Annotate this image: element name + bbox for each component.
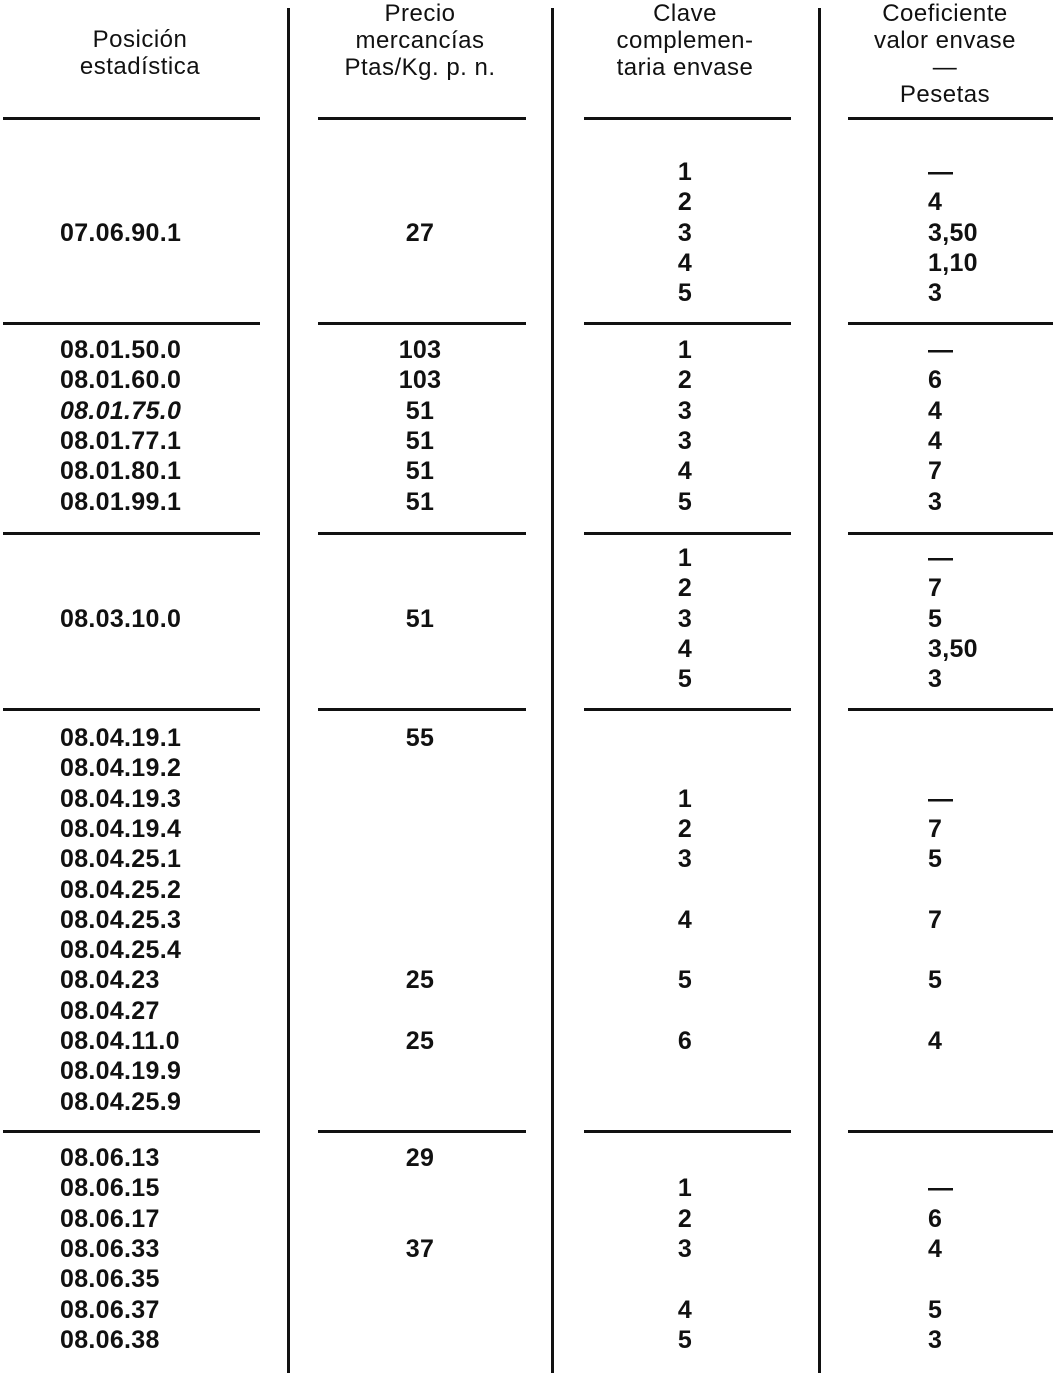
posicion-cell: 08.04.25.3 bbox=[60, 905, 182, 934]
row-rule bbox=[318, 708, 526, 711]
posicion-cell: 07.06.90.1 bbox=[60, 218, 182, 247]
coeficiente-cell: 7 bbox=[928, 574, 943, 603]
posicion-cell: 08.01.77.1 bbox=[60, 426, 182, 455]
column-divider-2 bbox=[551, 8, 554, 1373]
clave-cell: 3 bbox=[677, 845, 693, 874]
precio-cell: 55 bbox=[405, 724, 435, 752]
precio-cell: 51 bbox=[405, 426, 435, 455]
coeficiente-cell: 7 bbox=[928, 457, 943, 486]
posicion-cell: 08.06.35 bbox=[60, 1265, 160, 1294]
header-coeficiente: Coeficiente valor envase — Pesetas bbox=[873, 0, 1017, 108]
posicion-cell: 08.06.17 bbox=[60, 1204, 160, 1233]
clave-cell: 1 bbox=[677, 784, 693, 813]
row-rule bbox=[3, 322, 260, 325]
clave-cell: 1 bbox=[677, 544, 693, 572]
row-rule bbox=[584, 117, 791, 120]
clave-cell: 1 bbox=[677, 1174, 693, 1203]
column-divider-3 bbox=[818, 8, 821, 1373]
clave-cell: 4 bbox=[677, 634, 693, 663]
clave-cell: 5 bbox=[677, 665, 693, 694]
row-rule bbox=[3, 532, 260, 535]
posicion-cell: 08.04.19.2 bbox=[60, 754, 182, 783]
row-rule bbox=[584, 1130, 791, 1133]
coeficiente-cell: 3 bbox=[928, 665, 943, 694]
coeficiente-cell: 3 bbox=[928, 279, 943, 308]
row-rule bbox=[318, 1130, 526, 1133]
coeficiente-cell: 7 bbox=[928, 814, 943, 843]
clave-cell: 2 bbox=[677, 1204, 693, 1233]
coeficiente-cell: 5 bbox=[928, 604, 943, 633]
row-rule bbox=[3, 1130, 260, 1133]
posicion-cell: 08.04.23 bbox=[60, 966, 160, 995]
column-divider-1 bbox=[287, 8, 290, 1373]
posicion-cell: 08.01.60.0 bbox=[60, 366, 182, 395]
posicion-cell: 08.04.19.9 bbox=[60, 1057, 182, 1086]
clave-cell: 5 bbox=[677, 279, 693, 308]
clave-cell: 2 bbox=[677, 574, 693, 603]
coeficiente-cell: 6 bbox=[928, 366, 943, 395]
precio-cell: 103 bbox=[398, 366, 442, 395]
row-rule bbox=[3, 708, 260, 711]
coeficiente-cell: 3 bbox=[928, 487, 943, 516]
row-rule bbox=[848, 1130, 1053, 1133]
header-precio: Precio mercancías Ptas/Kg. p. n. bbox=[344, 0, 496, 81]
posicion-cell: 08.04.19.4 bbox=[60, 814, 182, 843]
coeficiente-cell: 4 bbox=[928, 426, 943, 455]
posicion-cell: 08.04.25.2 bbox=[60, 875, 182, 904]
posicion-cell: 08.04.19.3 bbox=[60, 784, 182, 813]
row-rule bbox=[584, 708, 791, 711]
clave-cell: 4 bbox=[677, 248, 693, 277]
posicion-cell: 08.03.10.0 bbox=[60, 604, 182, 633]
coeficiente-cell: 5 bbox=[928, 1295, 943, 1324]
posicion-cell: 08.01.75.0 bbox=[60, 396, 182, 425]
clave-cell: 2 bbox=[677, 188, 693, 217]
posicion-cell: 08.04.11.0 bbox=[60, 1027, 180, 1055]
header-posicion: Posición estadística bbox=[79, 26, 201, 80]
posicion-cell: 08.04.19.1 bbox=[60, 724, 182, 752]
row-rule bbox=[848, 532, 1053, 535]
coeficiente-cell: — bbox=[928, 784, 954, 813]
clave-cell: 4 bbox=[677, 1295, 693, 1324]
clave-cell: 5 bbox=[677, 487, 693, 516]
coeficiente-cell: 3 bbox=[928, 1325, 943, 1354]
posicion-cell: 08.06.38 bbox=[60, 1325, 160, 1354]
row-rule bbox=[584, 532, 791, 535]
coeficiente-cell: 3,50 bbox=[928, 218, 978, 247]
clave-cell: 3 bbox=[677, 396, 693, 425]
coeficiente-cell: 4 bbox=[928, 1234, 943, 1263]
precio-cell: 103 bbox=[398, 336, 442, 364]
coeficiente-cell: 6 bbox=[928, 1204, 943, 1233]
posicion-cell: 08.04.25.1 bbox=[60, 845, 182, 874]
coeficiente-cell: 4 bbox=[928, 188, 943, 217]
row-rule bbox=[318, 117, 526, 120]
clave-cell: 3 bbox=[677, 218, 693, 247]
row-rule bbox=[848, 708, 1053, 711]
coeficiente-cell: 5 bbox=[928, 845, 943, 874]
coeficiente-cell: 5 bbox=[928, 966, 943, 995]
row-rule bbox=[318, 532, 526, 535]
posicion-cell: 08.06.37 bbox=[60, 1295, 160, 1324]
precio-cell: 51 bbox=[405, 487, 435, 516]
precio-cell: 25 bbox=[405, 966, 435, 995]
coeficiente-cell: 4 bbox=[928, 1027, 943, 1055]
row-rule bbox=[318, 322, 526, 325]
row-rule bbox=[848, 322, 1053, 325]
posicion-cell: 08.01.99.1 bbox=[60, 487, 182, 516]
precio-cell: 51 bbox=[405, 457, 435, 486]
clave-cell: 3 bbox=[677, 604, 693, 633]
clave-cell: 1 bbox=[677, 158, 693, 186]
posicion-cell: 08.06.15 bbox=[60, 1174, 160, 1203]
precio-cell: 51 bbox=[405, 604, 435, 633]
precio-cell: 25 bbox=[405, 1027, 435, 1055]
coeficiente-cell: 3,50 bbox=[928, 634, 978, 663]
clave-cell: 4 bbox=[677, 457, 693, 486]
coeficiente-cell: — bbox=[928, 336, 954, 364]
clave-cell: 2 bbox=[677, 366, 693, 395]
clave-cell: 3 bbox=[677, 426, 693, 455]
coeficiente-cell: — bbox=[928, 544, 954, 572]
posicion-cell: 08.01.50.0 bbox=[60, 336, 182, 364]
precio-cell: 51 bbox=[405, 396, 435, 425]
coeficiente-cell: 7 bbox=[928, 905, 943, 934]
clave-cell: 5 bbox=[677, 966, 693, 995]
coeficiente-cell: — bbox=[928, 158, 954, 186]
posicion-cell: 08.06.13 bbox=[60, 1144, 160, 1172]
clave-cell: 1 bbox=[677, 336, 693, 364]
posicion-cell: 08.04.25.4 bbox=[60, 936, 182, 965]
precio-cell: 27 bbox=[405, 218, 435, 247]
header-clave: Clave complemen- taria envase bbox=[616, 0, 754, 81]
clave-cell: 5 bbox=[677, 1325, 693, 1354]
coeficiente-cell: 1,10 bbox=[928, 248, 978, 277]
posicion-cell: 08.01.80.1 bbox=[60, 457, 182, 486]
clave-cell: 3 bbox=[677, 1234, 693, 1263]
clave-cell: 4 bbox=[677, 905, 693, 934]
coeficiente-cell: — bbox=[928, 1174, 954, 1203]
precio-cell: 29 bbox=[405, 1144, 435, 1172]
posicion-cell: 08.06.33 bbox=[60, 1234, 160, 1263]
clave-cell: 2 bbox=[677, 814, 693, 843]
coeficiente-cell: 4 bbox=[928, 396, 943, 425]
row-rule bbox=[848, 117, 1053, 120]
posicion-cell: 08.04.27 bbox=[60, 996, 160, 1025]
clave-cell: 6 bbox=[677, 1027, 693, 1055]
row-rule bbox=[3, 117, 260, 120]
precio-cell: 37 bbox=[405, 1234, 435, 1263]
row-rule bbox=[584, 322, 791, 325]
posicion-cell: 08.04.25.9 bbox=[60, 1087, 182, 1116]
